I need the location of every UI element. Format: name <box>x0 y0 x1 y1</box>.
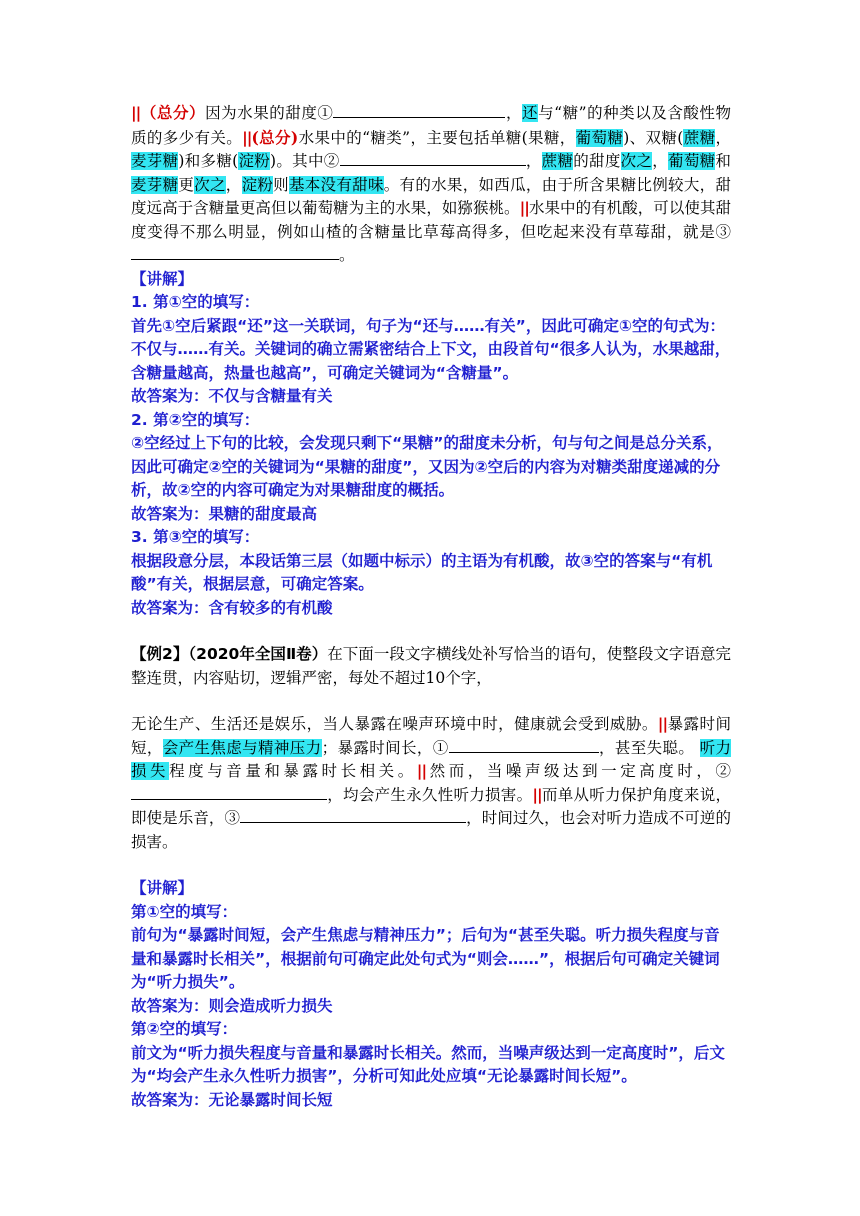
passage-text: ，甚至失聪。 <box>598 738 695 757</box>
passage-text: 。有的水果，如西瓜，由于所含果糖比例较大，甜度远高于含糖量更高但以葡萄糖为主的水果，如猕猴桃。 <box>131 175 731 217</box>
explanation-2 <box>131 877 731 1112</box>
explanation-line: 前文为“听力损失程度与音量和暴露时长相关。然而，当噪声级达到一定高度时”，后文为“均会产生永久性听力损害”，分析可知此处应填“无论暴露时间长短”。 <box>131 1043 725 1085</box>
explanation-line: 前句为“暴露时间短，会产生焦虑与精神压力”；后句为“甚至失聪。听力损失程度与音量和暴露时长相关”，根据前句可确定此处句式为“则会……”，根据后句可确定关键词为“听力损失”。 <box>131 926 720 991</box>
layer-mark: || <box>519 199 529 217</box>
example-source: （2020年全国Ⅱ卷） <box>188 645 328 663</box>
answer-blank-3[interactable] <box>240 808 466 823</box>
passage-text: 更 <box>178 175 195 194</box>
highlight: 蔗糖 <box>683 128 716 147</box>
passage-text: ，时间过久，也会对听力造成不可逆的损害。 <box>131 809 731 851</box>
layer-mark: || <box>532 785 542 804</box>
highlight: 淀粉 <box>241 175 274 194</box>
layer-note: (总分) <box>251 127 299 147</box>
passage-text: 和 <box>715 152 731 170</box>
passage-text: ， <box>652 152 669 170</box>
highlight: 淀粉 <box>238 152 271 170</box>
explanation-line: 第①空的填写： <box>131 902 238 921</box>
explanation-line: 根据段意分层，本段话第三层（如题中标示）的主语为有机酸，故③空的答案与“有机酸”有关，根据层意，可确定答案。 <box>131 551 713 593</box>
passage-text: 的甜度 <box>573 152 621 170</box>
explanation-1 <box>131 268 731 621</box>
explanation-line: 2. 第②空的填写： <box>131 410 260 429</box>
answer-blank-3[interactable] <box>131 245 339 260</box>
passage-text: 。 <box>339 246 355 264</box>
answer-line: 故答案为：果糖的甜度最高 <box>131 504 318 523</box>
example-instruction: 在下面一段文字横线处补写恰当的语句，使整段文字语意完整连贯，内容贴切，逻辑严密，每处不超过10个字， <box>131 645 731 687</box>
answer-blank-2[interactable] <box>340 151 526 166</box>
passage-text: ，均会产生永久性听力损害。 <box>327 785 533 804</box>
highlight: 蔗糖 <box>541 152 574 170</box>
answer-line: 故答案为：含有较多的有机酸 <box>131 598 333 617</box>
passage-text: )和多糖( <box>178 152 239 170</box>
passage-text: ， <box>505 104 523 122</box>
passage-text: 而单从听力保护角度来说，即使是乐音，③ <box>131 785 731 827</box>
explanation-line: 3. 第③空的填写： <box>131 528 260 546</box>
answer-line: 故答案为：无论暴露时间长短 <box>131 1090 333 1109</box>
answer-line: 故答案为：则会造成听力损失 <box>131 996 333 1015</box>
layer-mark: || <box>131 104 141 122</box>
passage-text: 无论生产、生活还是娱乐，当人暴露在噪声环境中时，健康就会受到威胁。 <box>131 715 658 733</box>
passage-text: 水果中的“糖类”，主要包括单糖(果糖， <box>298 128 576 147</box>
explanation-title: 【讲解】 <box>131 879 194 897</box>
explanation-line: 首先①空后紧跟“还”这一关联词，句子为“还与……有关”，因此可确定①空的句式为：不仅与……有关。关键词的确立需紧密结合上下文，由段首句“很多人认为，水果越甜，含糖量越高，热量也越高”，可确定关键词为“含糖量”。 <box>131 316 731 382</box>
passage-text: 程度与音量和暴露时长相关。 <box>169 762 417 780</box>
example-2-prompt <box>131 643 731 690</box>
answer-blank-1[interactable] <box>333 103 505 118</box>
passage-text: )、双糖( <box>623 128 684 147</box>
example-label: 【例2】 <box>131 645 189 663</box>
layer-mark: || <box>657 715 668 733</box>
highlight: 基本没有甜味 <box>288 175 384 194</box>
explanation-line: 1. 第①空的填写： <box>131 293 260 311</box>
layer-mark: || <box>416 762 427 780</box>
passage-text: 暴露时间短， <box>131 715 731 757</box>
answer-blank-2[interactable] <box>131 785 327 800</box>
highlight: 葡萄糖 <box>668 152 716 170</box>
passage-1 <box>131 101 731 268</box>
passage-text: 水果中的有机酸，可以使其甜度变得不那么明显，例如山楂的含糖量比草莓高得多，但吃起来没有草莓甜，就是③ <box>131 199 731 241</box>
highlight: 次之 <box>620 152 653 170</box>
answer-line: 故答案为：不仅与含糖量有关 <box>131 387 333 405</box>
passage-text: 因为水果的甜度① <box>205 104 334 122</box>
highlight: 会产生焦虑与精神压力 <box>162 738 322 757</box>
document-page <box>131 101 731 1112</box>
passage-text: 然而，当噪声级达到一定高度时，② <box>426 762 731 780</box>
explanation-line: ②空经过上下句的比较，会发现只剩下“果糖”的甜度未分析，句与句之间是总分关系，因此可确定②空的关键词为“果糖的甜度”，又因为②空后的内容为对糖类甜度递减的分析，故②空的内容可确定为对果糖甜度的概括。 <box>131 434 723 499</box>
passage-text: )。其中② <box>270 152 340 170</box>
layer-mark: || <box>242 128 252 147</box>
highlight: 麦芽糖 <box>131 175 179 194</box>
passage-text: ；暴露时间长，① <box>321 738 449 757</box>
explanation-line: 第②空的填写： <box>131 1020 238 1038</box>
passage-text: ， <box>525 152 542 170</box>
passage-text: 则 <box>273 175 289 194</box>
highlight: 次之 <box>194 175 226 194</box>
explanation-title: 【讲解】 <box>131 269 194 288</box>
highlight: 葡萄糖 <box>575 128 624 147</box>
layer-note: （总分） <box>140 103 206 122</box>
answer-blank-1[interactable] <box>449 738 599 753</box>
highlight: 听力损失 <box>131 738 731 780</box>
passage-text: ， <box>225 175 242 194</box>
passage-text: 与“糖”的种类以及含酸性物质的多少有关。 <box>131 104 731 147</box>
highlight: 还 <box>522 104 539 122</box>
passage-text: ， <box>715 128 731 147</box>
highlight: 麦芽糖 <box>131 152 179 170</box>
passage-2 <box>131 713 731 854</box>
